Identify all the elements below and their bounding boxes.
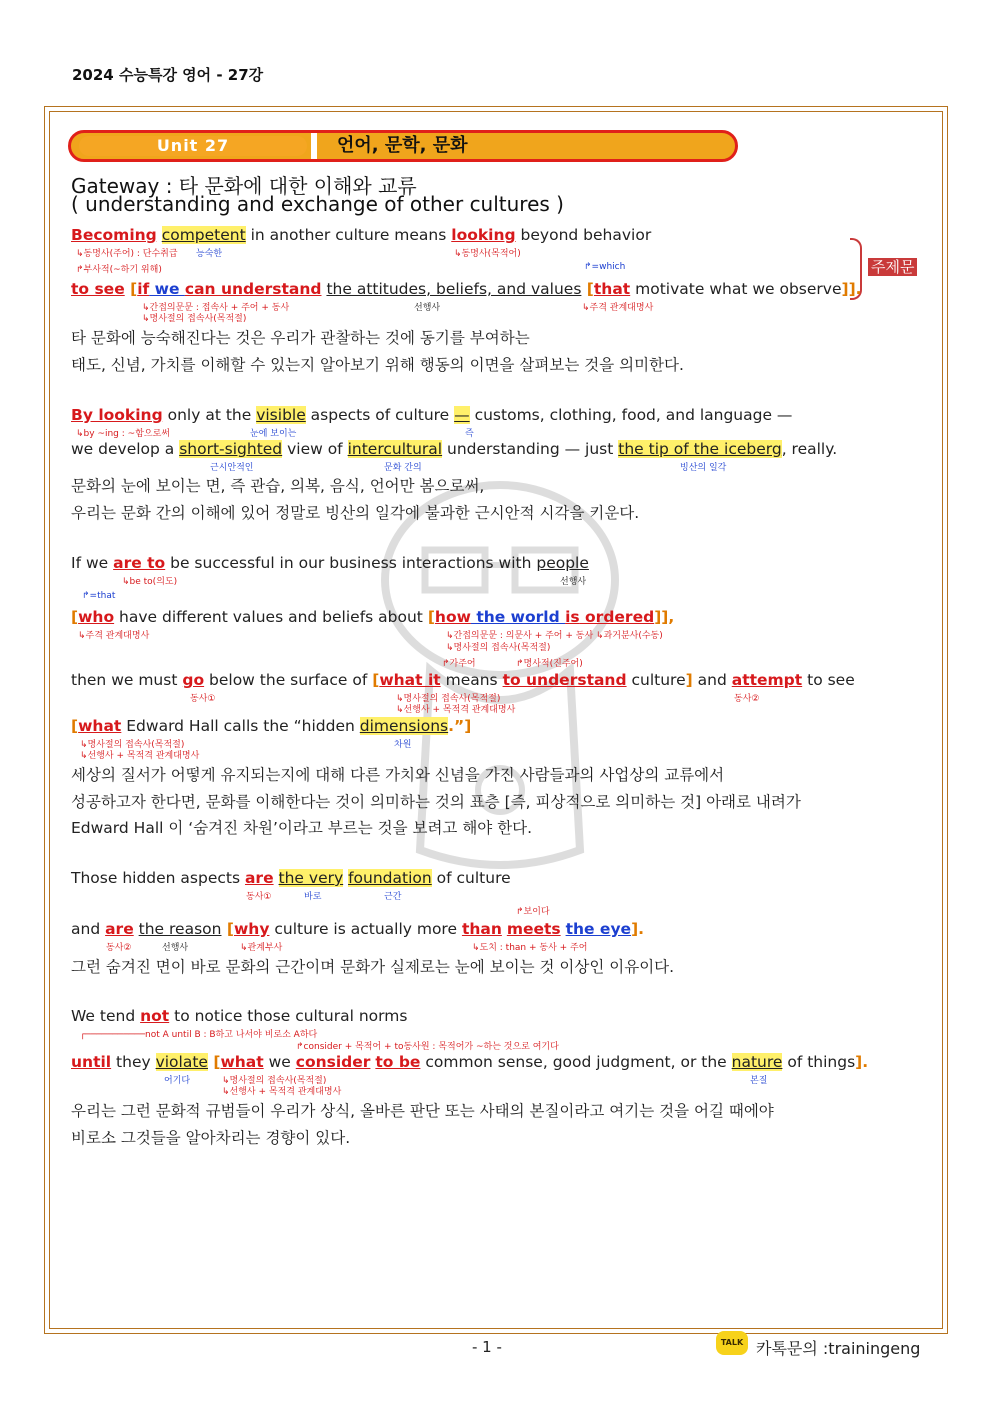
note: ↳간접의문문 : 접속사 + 주어 + 동사 bbox=[142, 303, 290, 313]
note: 근시안적인 bbox=[210, 463, 254, 473]
gateway-subtitle: ( understanding and exchange of other cultures ) bbox=[71, 192, 564, 216]
note: ↳주격 관계대명사 bbox=[78, 631, 150, 641]
note: ↳명사절의 접속사(목적절) bbox=[396, 694, 501, 704]
note: 동사① bbox=[190, 694, 216, 704]
sentence-3-line-1: If we are to be successful in our business interactions with people bbox=[71, 554, 589, 572]
page-number: - 1 - bbox=[472, 1338, 502, 1356]
note: ↱=that bbox=[82, 591, 116, 601]
translation: 그런 숨겨진 면이 바로 문화의 근간이며 문화가 실제로는 눈에 보이는 것 이상인 이유이다. bbox=[71, 958, 675, 976]
note: 동사① bbox=[246, 892, 272, 902]
note: ↳be to(의도) bbox=[122, 577, 178, 587]
note: 즉 bbox=[465, 429, 474, 439]
note: ↳명사절의 접속사(목적절) bbox=[446, 643, 551, 653]
note: ┌───────────not A until B : B하고 나서야 비로소 A하다 bbox=[80, 1030, 318, 1040]
note: 눈에 보이는 bbox=[250, 429, 297, 439]
banner-separator bbox=[311, 133, 317, 159]
translation: 우리는 그런 문화적 규범들이 우리가 상식, 올바른 판단 또는 사태의 본질이라고 여기는 것을 어길 때에야 bbox=[71, 1102, 774, 1120]
note: ↳관계부사 bbox=[240, 943, 283, 953]
note: ↱부사적(~하기 위해) bbox=[76, 265, 162, 275]
sentence-2-line-1: By looking only at the visible aspects of culture — customs, clothing, food, and language — bbox=[71, 406, 793, 424]
unit-label: Unit 27 bbox=[79, 136, 307, 156]
note: ↱consider + 목적어 + to동사원 : 목적어가 ~하는 것으로 여기다 bbox=[296, 1042, 559, 1052]
note: 능숙한 bbox=[196, 249, 223, 259]
translation: 성공하고자 한다면, 문화를 이해한다는 것이 의미하는 것의 표층 [즉, 피상적으로 의미하는 것] 아래로 내려가 bbox=[71, 793, 801, 811]
sentence-2-line-2: we develop a short-sighted view of intercultural understanding — just the tip of the iceberg, really. bbox=[71, 440, 838, 458]
note: ↳명사절의 접속사(목적절) bbox=[222, 1076, 327, 1086]
kakaotalk-icon: TALK bbox=[716, 1331, 748, 1355]
note: ↱명사적(진주어) bbox=[516, 659, 583, 669]
translation: 우리는 문화 간의 이해에 있어 정말로 빙산의 일각에 불과한 근시안적 시각을 키운다. bbox=[71, 504, 640, 522]
note: 바로 bbox=[304, 892, 322, 902]
note: 문화 간의 bbox=[384, 463, 422, 473]
note: 선행사 bbox=[414, 303, 441, 313]
note: ↳by ~ing : ~함으로써 bbox=[76, 429, 170, 439]
translation: 세상의 질서가 어떻게 유지되는지에 대해 다른 가치와 신념을 가진 사람들과의 사업상의 교류에서 bbox=[71, 766, 725, 784]
sentence-1-line-2: to see [if we can understand the attitudes, beliefs, and values [that motivate what we observe]]. bbox=[71, 280, 862, 298]
topic-sentence-label: 주제문 bbox=[868, 258, 917, 276]
note: 동사② bbox=[734, 694, 760, 704]
note: ↳동명사(목적어) bbox=[454, 249, 521, 259]
note: 본질 bbox=[750, 1076, 768, 1086]
document-header: 2024 수능특강 영어 - 27강 bbox=[72, 66, 264, 84]
translation: 비로소 그것들을 알아차리는 경향이 있다. bbox=[71, 1129, 351, 1147]
note: 동사② bbox=[106, 943, 132, 953]
sentence-4-line-1: Those hidden aspects are the very foundation of culture bbox=[71, 869, 511, 887]
note: ↳선행사 + 목적격 관계대명사 bbox=[80, 751, 200, 761]
note: ↱가주어 bbox=[442, 659, 476, 669]
note: ↳명사절의 접속사(목적절) bbox=[80, 740, 185, 750]
note: ↱보이다 bbox=[516, 907, 550, 917]
sentence-3-line-3: then we must go below the surface of [what it means to understand culture] and attempt to see bbox=[71, 671, 855, 689]
contact-info: 카톡문의 :trainingeng bbox=[756, 1339, 921, 1358]
translation: 태도, 신념, 가치를 이해할 수 있는지 알아보기 위해 행동의 이면을 살펴보는 것을 의미한다. bbox=[71, 356, 684, 374]
note: 근간 bbox=[384, 892, 402, 902]
note: 어기다 bbox=[164, 1076, 191, 1086]
note: 선행사 bbox=[162, 943, 189, 953]
sentence-3-line-2: [who have different values and beliefs about [how the world is ordered]], bbox=[71, 608, 675, 626]
sentence-1-line-1: Becoming competent in another culture means looking beyond behavior bbox=[71, 226, 652, 244]
note: 차원 bbox=[394, 740, 412, 750]
sentence-5-line-1: We tend not to notice those cultural norms bbox=[71, 1007, 408, 1025]
note: 빙산의 일각 bbox=[680, 463, 727, 473]
gateway-title: Gateway : 타 문화에 대한 이해와 교류 bbox=[71, 174, 417, 198]
note: ↳동명사(주어) : 단수취급 bbox=[76, 249, 178, 259]
note: ↳명사절의 접속사(목적절) bbox=[142, 314, 247, 324]
note: ↳간접의문문 : 의문사 + 주어 + 동사 ↳과거분사(수동) bbox=[446, 631, 663, 641]
unit-topic: 언어, 문학, 문화 bbox=[337, 135, 468, 156]
note: 선행사 bbox=[560, 577, 587, 587]
sentence-5-line-2: until they violate [what we consider to be common sense, good judgment, or the nature of things]. bbox=[71, 1053, 869, 1071]
translation: 타 문화에 능숙해진다는 것은 우리가 관찰하는 것에 동기를 부여하는 bbox=[71, 329, 530, 347]
translation: Edward Hall 이 ‘숨겨진 차원’이라고 부르는 것을 보려고 해야 한다. bbox=[71, 819, 533, 837]
note: ↱=which bbox=[584, 262, 626, 272]
sentence-4-line-2: and are the reason [why culture is actually more than meets the eye]. bbox=[71, 920, 645, 938]
note: ↳선행사 + 목적격 관계대명사 bbox=[222, 1087, 342, 1097]
unit-banner bbox=[68, 130, 738, 162]
note: ↳선행사 + 목적격 관계대명사 bbox=[396, 705, 516, 715]
sentence-3-line-4: [what Edward Hall calls the “hidden dimensions.”] bbox=[71, 717, 472, 735]
note: ↳도치 : than + 동사 + 주어 bbox=[472, 943, 588, 953]
translation: 문화의 눈에 보이는 면, 즉 관습, 의복, 음식, 언어만 봄으로써, bbox=[71, 477, 485, 495]
note: ↳주격 관계대명사 bbox=[582, 303, 654, 313]
